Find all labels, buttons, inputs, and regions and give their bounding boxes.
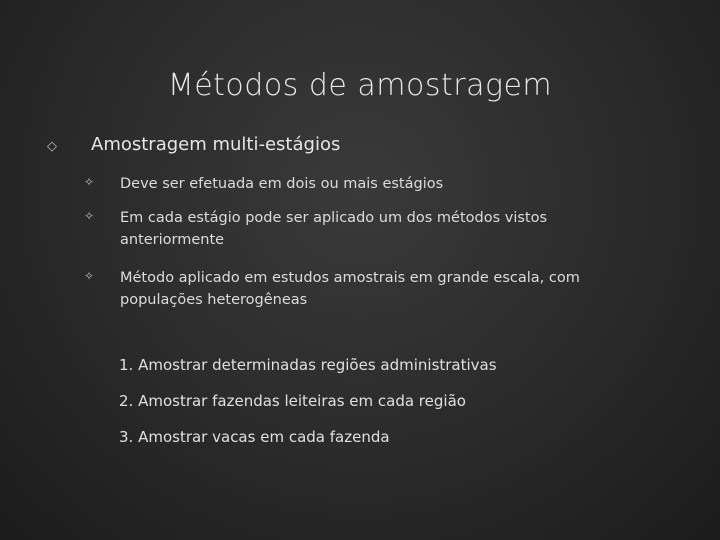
step-item: 3. Amostrar vacas em cada fazenda (119, 428, 390, 446)
step-item: 2. Amostrar fazendas leiteiras em cada região (119, 392, 466, 410)
level1-bullet-text: Amostragem multi-estágios (91, 134, 341, 155)
bullet-text: Deve ser efetuada em dois ou mais estágios (120, 176, 444, 192)
bullet-text: Método aplicado em estudos amostrais em grande escala, com populações heterogêneas (120, 270, 580, 308)
sparkle-bullet-icon: ✧ (84, 209, 95, 223)
sparkle-bullet-icon: ✧ (84, 269, 95, 283)
step-item: 1. Amostrar determinadas regiões administrativas (119, 356, 497, 374)
bullet-text: Em cada estágio pode ser aplicado um dos métodos vistos anteriormente (120, 210, 548, 248)
sparkle-bullet-icon: ✧ (84, 175, 95, 189)
diamond-bullet-icon: ◇ (47, 139, 57, 154)
slide-title: Métodos de amostragem (167, 68, 553, 103)
